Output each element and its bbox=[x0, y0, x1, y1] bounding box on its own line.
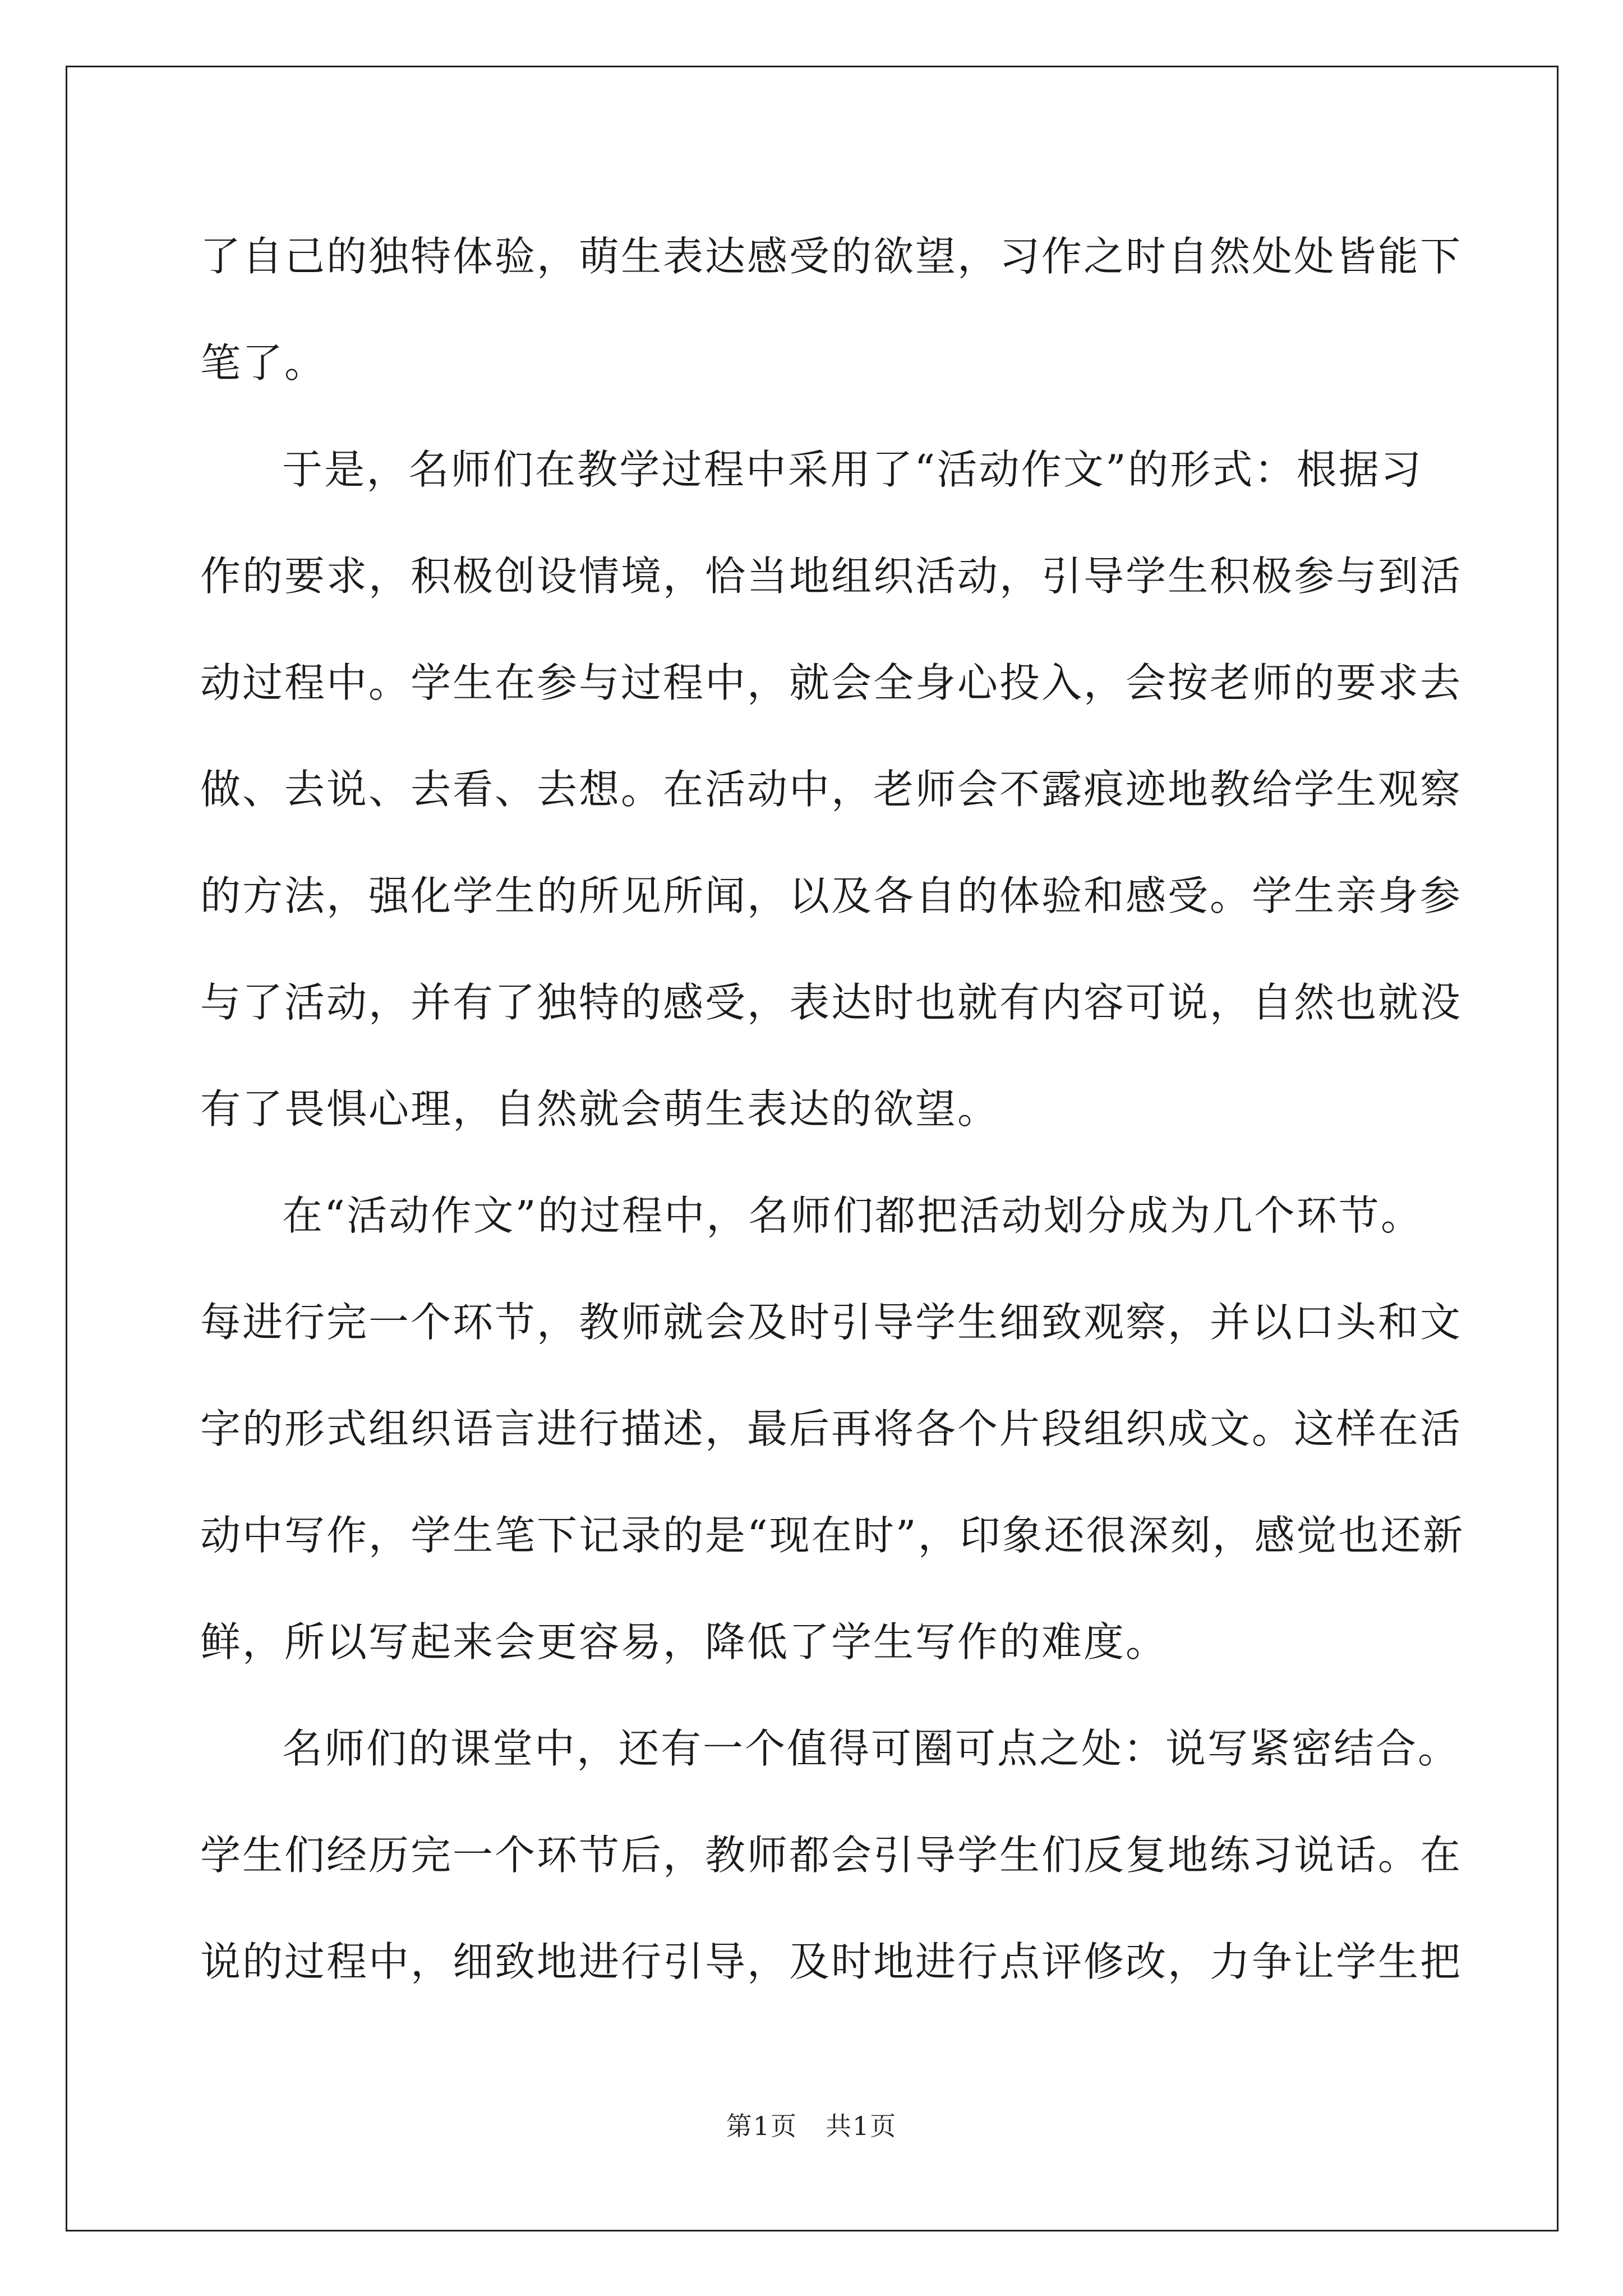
text-line: 作的要求，积极创设情境，恰当地组织活动，引导学生积极参与到活 bbox=[200, 553, 1463, 600]
paragraph-start-line: 名师们的课堂中，还有一个值得可圈可点之处：说写紧密结合。 bbox=[282, 1725, 1460, 1772]
page-footer bbox=[0, 2109, 1623, 2143]
paragraph-start-line: 在“活动作文”的过程中，名师们都把活动划分成为几个环节。 bbox=[282, 1192, 1423, 1239]
text-line: 笔了。 bbox=[200, 339, 327, 386]
text-line: 动中写作，学生笔下记录的是“现在时”，印象还很深刻，感觉也还新 bbox=[200, 1512, 1465, 1559]
text-line: 与了活动，并有了独特的感受，表达时也就有内容可说，自然也就没 bbox=[200, 979, 1463, 1026]
text-line: 的方法，强化学生的所见所闻，以及各自的体验和感受。学生亲身参 bbox=[200, 872, 1463, 919]
text-line: 鲜，所以写起来会更容易，降低了学生写作的难度。 bbox=[200, 1618, 1168, 1665]
text-line: 每进行完一个环节，教师就会及时引导学生细致观察，并以口头和文 bbox=[200, 1299, 1463, 1346]
document-body bbox=[200, 203, 1465, 2015]
text-line: 说的过程中，细致地进行引导，及时地进行点评修改，力争让学生把 bbox=[200, 1938, 1463, 1985]
page-number: 第1页 bbox=[726, 2111, 798, 2141]
page-total: 共1页 bbox=[825, 2111, 897, 2141]
text-line: 有了畏惧心理，自然就会萌生表达的欲望。 bbox=[200, 1085, 1000, 1133]
text-line: 了自己的独特体验，萌生表达感受的欲望，习作之时自然处处皆能下 bbox=[200, 233, 1463, 280]
text-line: 字的形式组织语言进行描述，最后再将各个片段组织成文。这样在活 bbox=[200, 1405, 1463, 1452]
paragraph-start-line: 于是，名师们在教学过程中采用了“活动作文”的形式：根据习 bbox=[282, 446, 1423, 493]
text-line: 动过程中。学生在参与过程中，就会全身心投入，会按老师的要求去 bbox=[200, 659, 1463, 706]
text-line: 学生们经历完一个环节后，教师都会引导学生们反复地练习说话。在 bbox=[200, 1832, 1463, 1879]
text-line: 做、去说、去看、去想。在活动中，老师会不露痕迹地教给学生观察 bbox=[200, 766, 1463, 813]
